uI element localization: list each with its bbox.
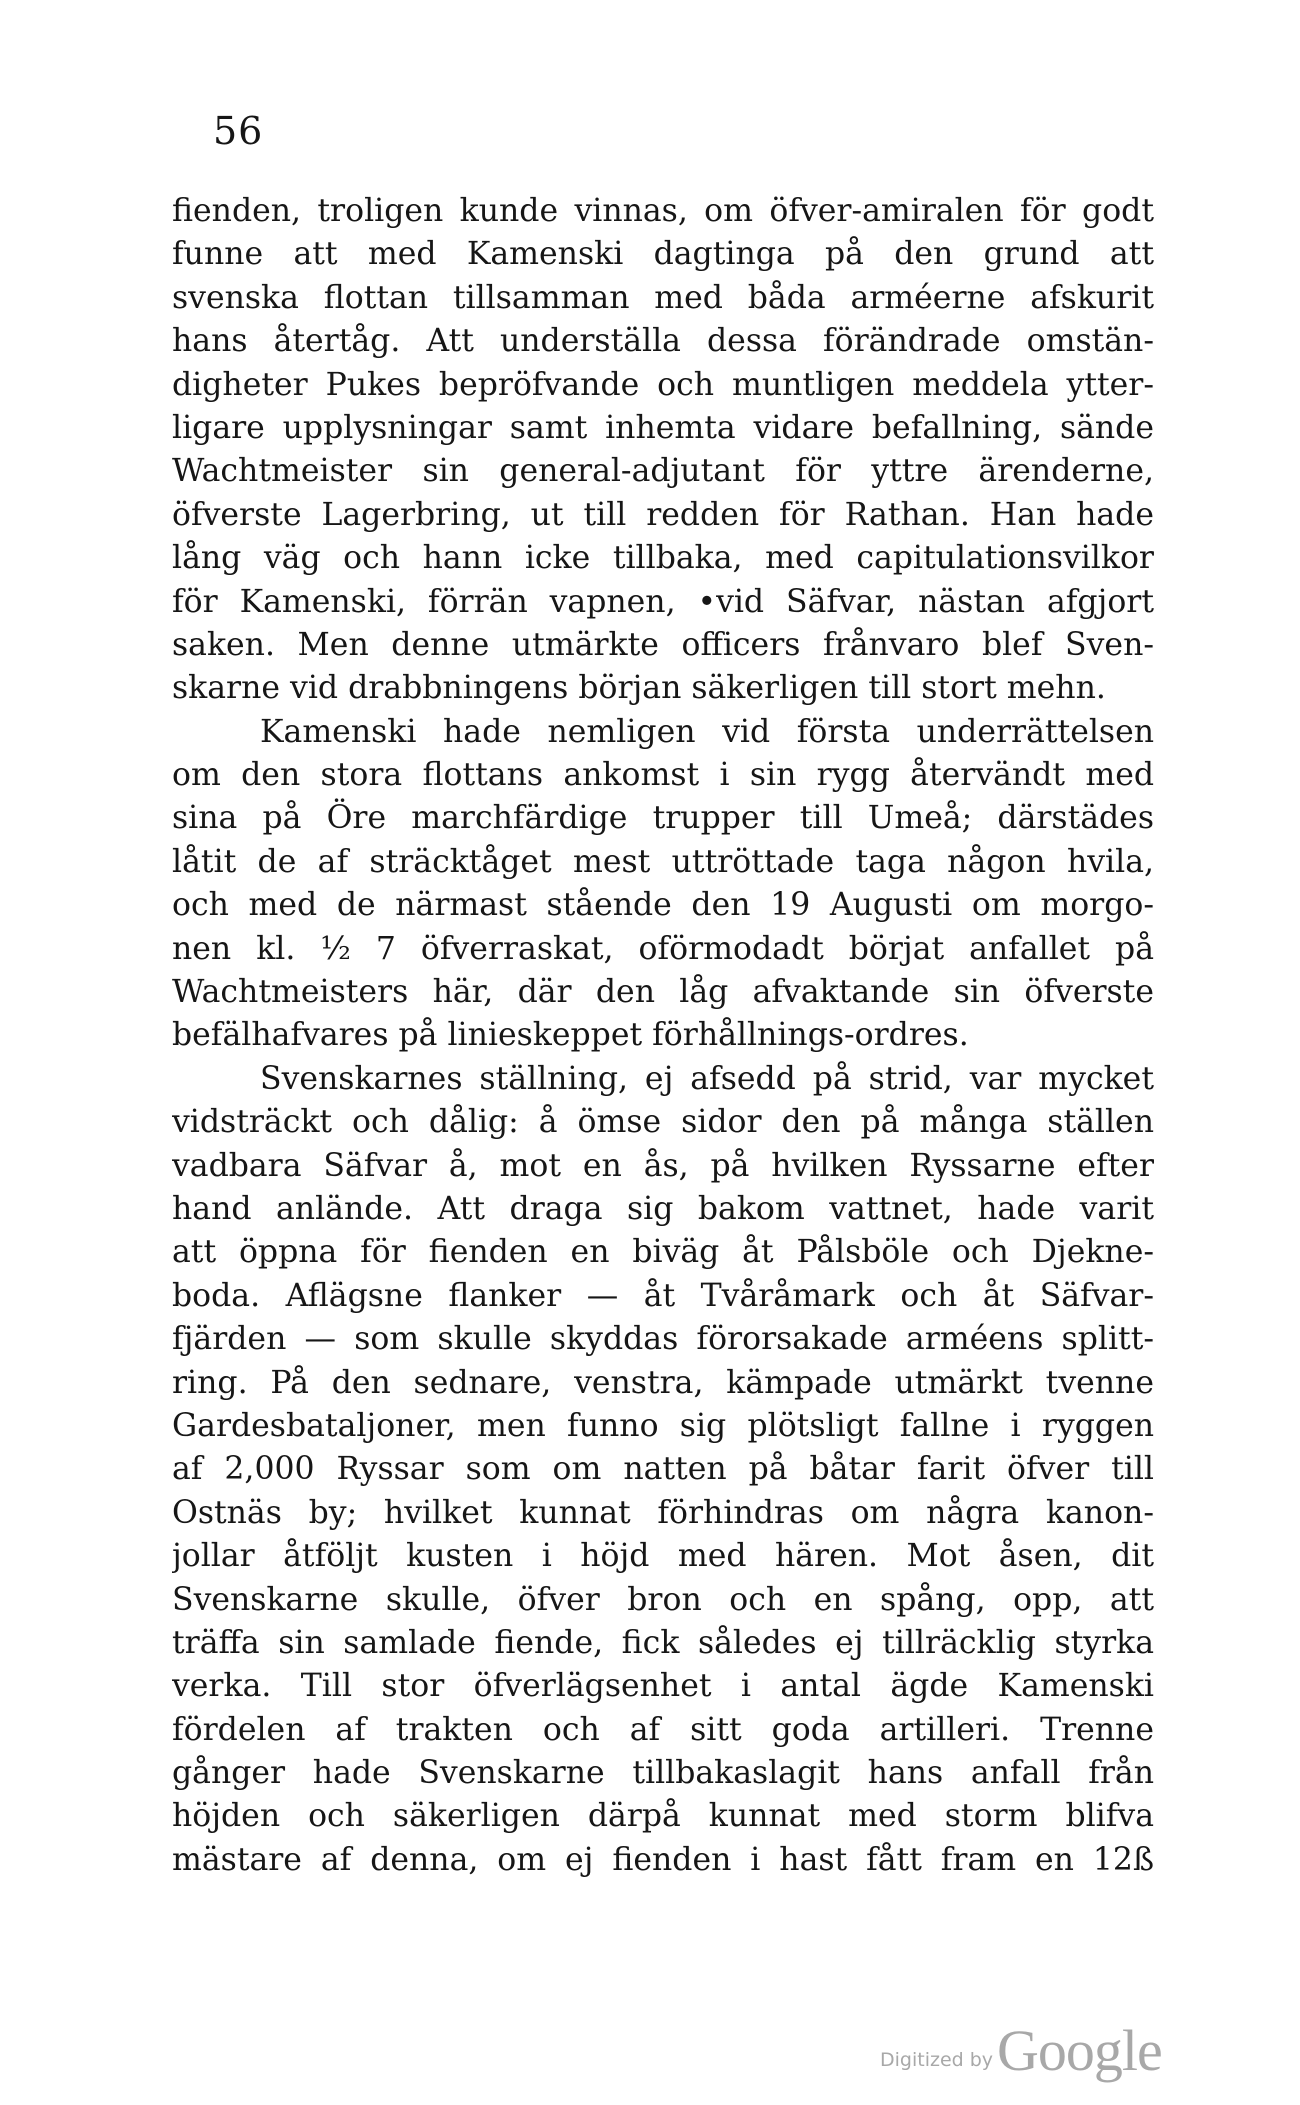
body-text xyxy=(172,190,1154,1882)
text-line: boda. Aflägsne flanker — åt Tvåråmark och åt Säfvar- xyxy=(172,1277,1154,1314)
watermark-prefix: Digitized by xyxy=(880,2049,994,2071)
text-line: Kamenski hade nemligen vid första underrättelsen xyxy=(260,713,1154,750)
text-line: träffa sin samlade fiende, fick således ej tillräcklig styrka xyxy=(172,1624,1154,1661)
text-line: ring. På den sednare, venstra, kämpade utmärkt tvenne xyxy=(172,1364,1154,1401)
text-line: fienden, troligen kunde vinnas, om öfver-amiralen för godt xyxy=(172,193,1154,229)
text-line: vidsträckt och dålig: å ömse sidor den på många ställen xyxy=(172,1104,1154,1141)
text-line: hans återtåg. Att underställa dessa förändrade omstän- xyxy=(172,323,1154,360)
text-line: låtit de af sträcktåget mest uttröttade taga någon hvila, xyxy=(172,843,1154,880)
digitized-watermark xyxy=(880,2018,1162,2083)
google-logo: Google xyxy=(997,2018,1162,2083)
text-line: funne att med Kamenski dagtinga på den grund att xyxy=(172,236,1154,273)
text-line: öfverste Lagerbring, ut till redden för Rathan. Han hade xyxy=(172,496,1154,533)
page-number: 56 xyxy=(213,109,264,153)
text-line: höjden och säkerligen därpå kunnat med storm blifva xyxy=(172,1798,1154,1835)
text-line: Wachtmeisters här, där den låg afvaktande sin öfverste xyxy=(172,974,1154,1011)
text-line: svenska flottan tillsamman med båda arméerne afskurit xyxy=(172,279,1154,316)
text-line: Gardesbataljoner, men funno sig plötsligt fallne i ryggen xyxy=(172,1407,1154,1444)
text-line: mästare af denna, om ej fienden i hast fått fram en 12ß xyxy=(172,1841,1154,1878)
text-line: Svenskarnes ställning, ej afsedd på strid, var mycket xyxy=(260,1060,1154,1097)
text-line: hand anlände. Att draga sig bakom vattnet, hade varit xyxy=(172,1190,1154,1227)
text-line: gånger hade Svenskarne tillbakaslagit hans anfall från xyxy=(172,1755,1154,1792)
text-line: ligare upplysningar samt inhemta vidare befallning, sände xyxy=(172,409,1154,446)
text-line: skarne vid drabbningens början säkerligen till stort mehn. xyxy=(172,670,1106,707)
text-line: saken. Men denne utmärkte officers frånvaro blef Sven- xyxy=(172,626,1154,663)
text-line: vadbara Säfvar å, mot en ås, på hvilken Ryssarne efter xyxy=(172,1147,1154,1184)
text-line: verka. Till stor öfverlägsenhet i antal ägde Kamenski xyxy=(172,1668,1154,1705)
text-line: fördelen af trakten och af sitt goda artilleri. Trenne xyxy=(172,1711,1154,1748)
text-line: för Kamenski, förrän vapnen, •vid Säfvar, nästan afgjort xyxy=(172,583,1154,620)
text-line: Svenskarne skulle, öfver bron och en spång, opp, att xyxy=(172,1581,1154,1618)
text-line: om den stora flottans ankomst i sin rygg återvändt med xyxy=(172,757,1154,794)
text-line: af 2,000 Ryssar som om natten på båtar farit öfver till xyxy=(172,1451,1154,1488)
text-line: nen kl. ½ 7 öfverraskat, oförmodadt börjat anfallet på xyxy=(172,930,1154,967)
text-line: att öppna för fienden en biväg åt Pålsböle och Djekne- xyxy=(172,1234,1154,1271)
text-line: Ostnäs by; hvilket kunnat förhindras om några kanon- xyxy=(172,1494,1154,1531)
text-line: sina på Öre marchfärdige trupper till Umeå; därstädes xyxy=(172,800,1154,837)
text-line: fjärden — som skulle skyddas förorsakade arméens splitt- xyxy=(172,1321,1154,1358)
text-line: Wachtmeister sin general-adjutant för yttre ärenderne, xyxy=(172,453,1154,490)
text-line: digheter Pukes bepröfvande och muntligen meddela ytter- xyxy=(172,366,1154,403)
text-line: jollar åtföljt kusten i höjd med hären. Mot åsen, dit xyxy=(172,1538,1154,1575)
text-line: lång väg och hann icke tillbaka, med capitulationsvilkor xyxy=(172,540,1154,577)
text-line: befälhafvares på linieskeppet förhållnings-ordres. xyxy=(172,1017,969,1054)
text-line: och med de närmast stående den 19 Augusti om morgo- xyxy=(172,887,1154,924)
